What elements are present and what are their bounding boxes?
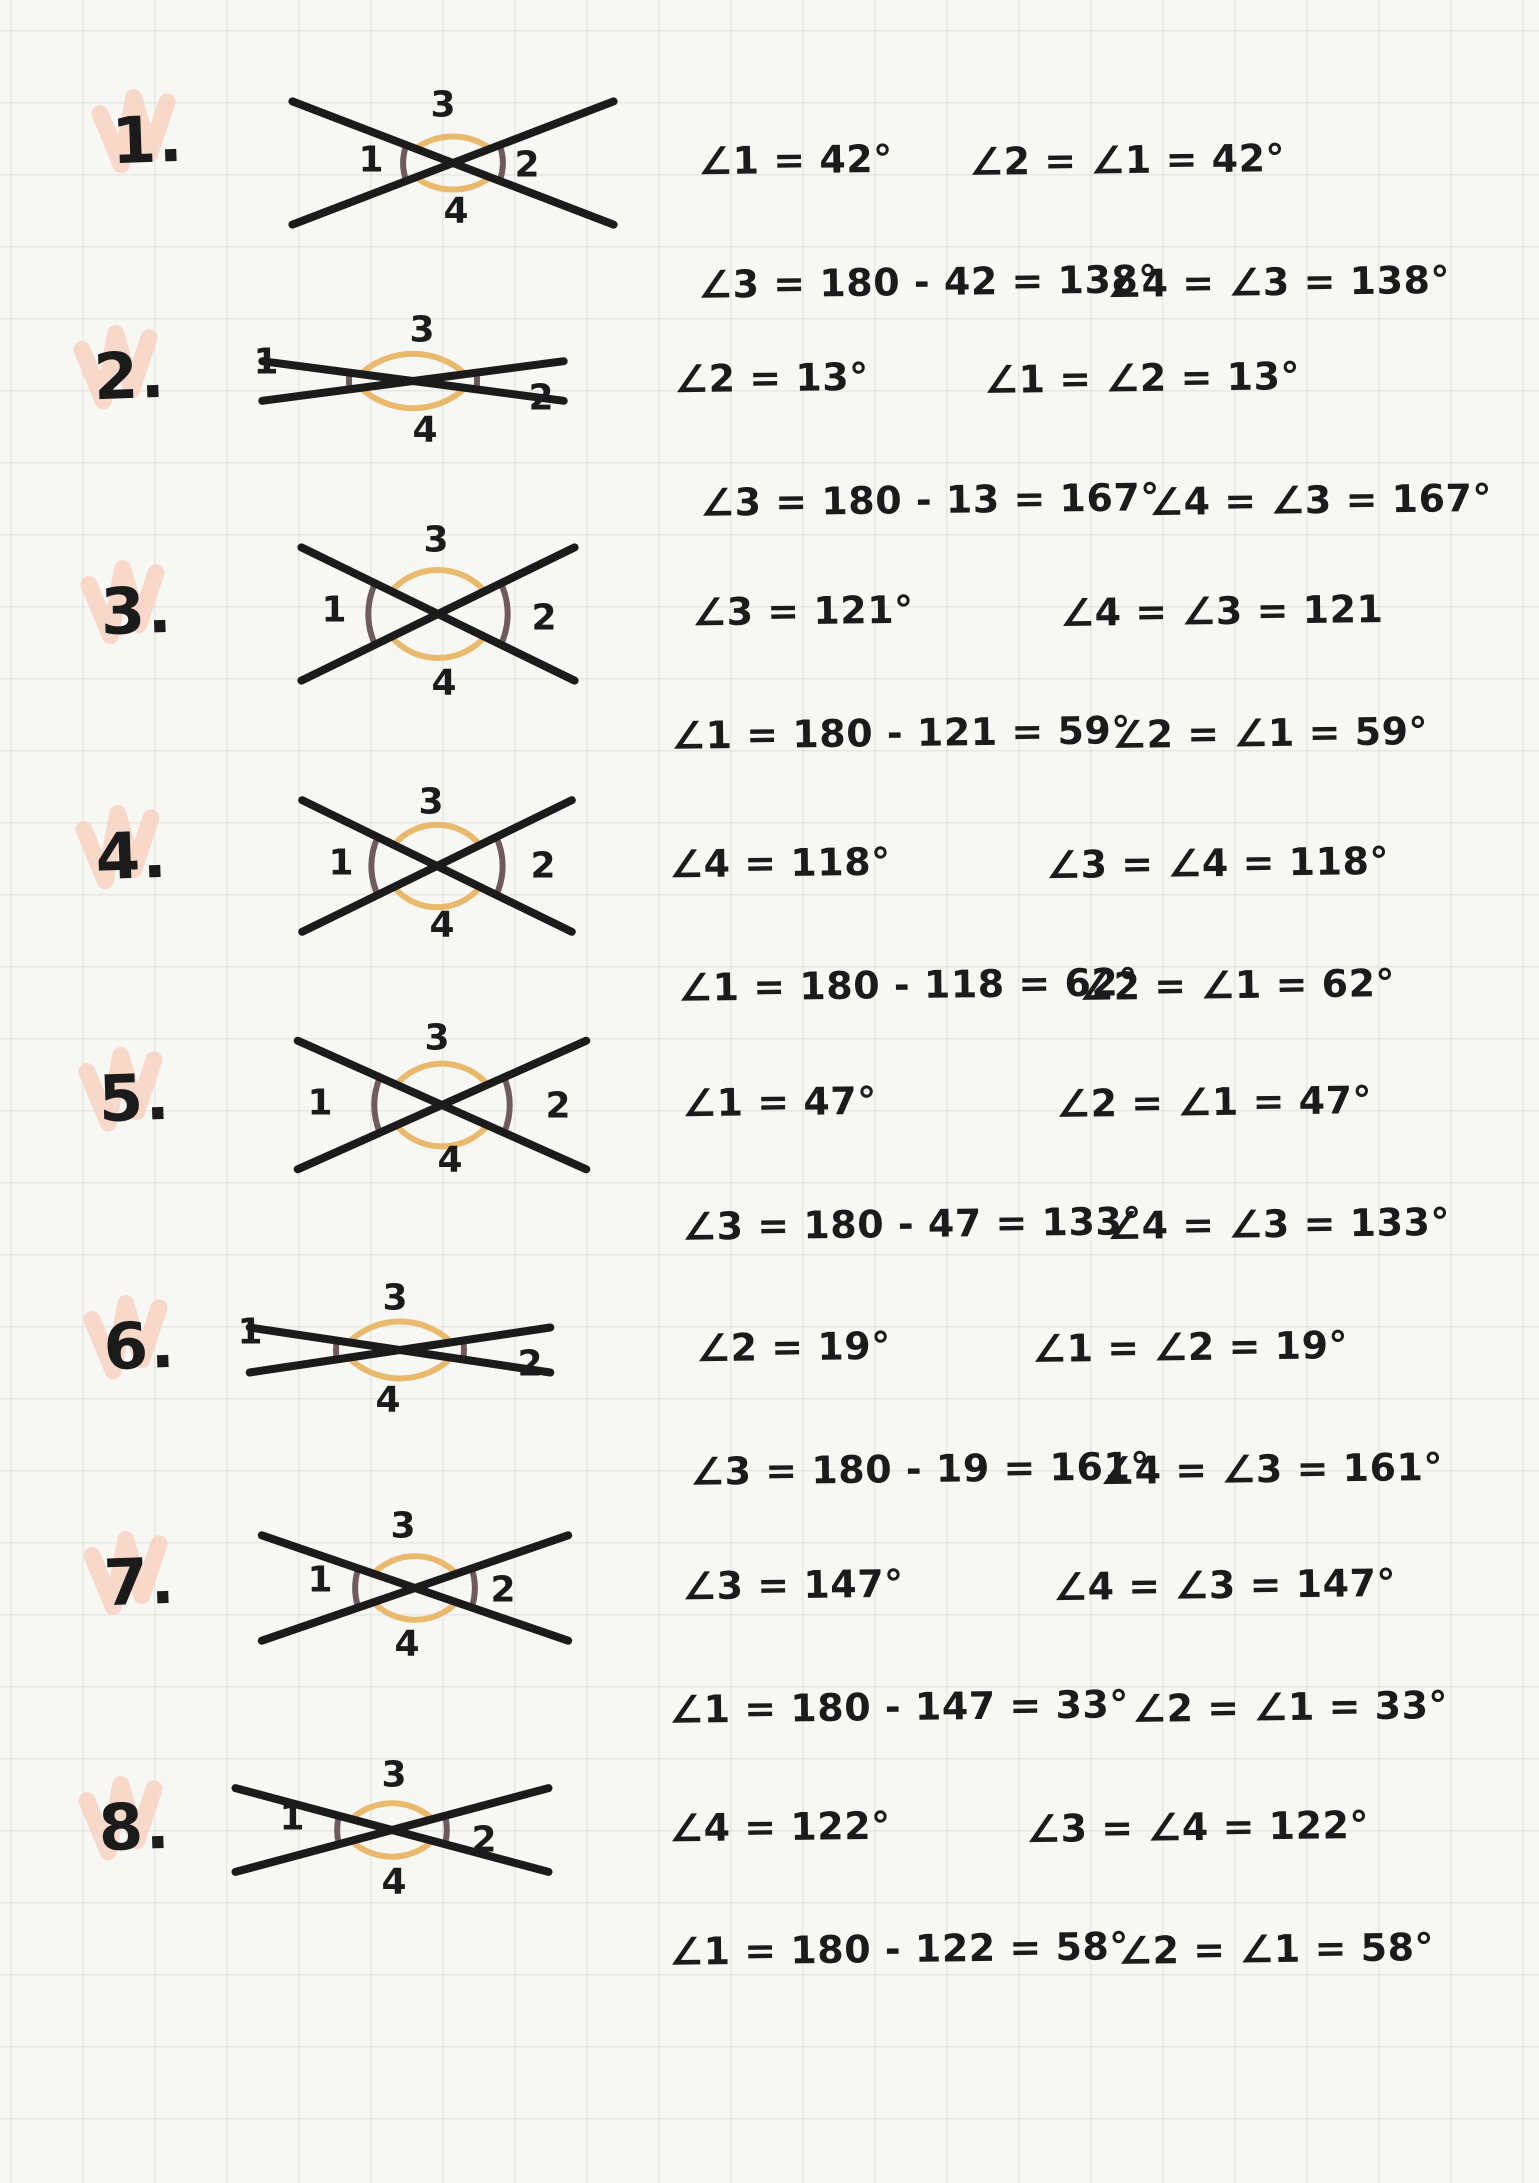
angle-label-top: 3 — [423, 519, 449, 561]
equation-given: ∠3 = 121° — [691, 587, 914, 635]
angle-arc-left — [355, 1569, 358, 1608]
angle-label-top: 3 — [430, 84, 456, 126]
problem-number: 1. — [110, 102, 186, 180]
angle-diagram — [152, 1715, 632, 1945]
angle-diagram — [213, 48, 693, 278]
problem-number: 3. — [99, 573, 175, 651]
equation-given: ∠4 = 118° — [668, 839, 891, 887]
equation-given: ∠2 = 19° — [695, 1323, 891, 1371]
angle-arc-top — [351, 1803, 432, 1819]
equation-vertical-pair-2: ∠4 = ∠3 = 161° — [1099, 1444, 1444, 1494]
angle-arc-left — [337, 1816, 339, 1844]
equation-supplementary: ∠3 = 180 - 19 = 161° — [689, 1444, 1151, 1494]
angle-label-right: 2 — [545, 1085, 571, 1127]
angle-label-top: 3 — [390, 1505, 416, 1547]
angle-label-left: 1 — [321, 589, 347, 631]
angle-label-left: 1 — [307, 1082, 333, 1124]
angle-label-bottom: 4 — [394, 1623, 420, 1665]
problem-number: 8. — [97, 1789, 173, 1867]
equation-vertical-pair: ∠3 = ∠4 = 122° — [1025, 1802, 1370, 1852]
angle-arc-left — [371, 837, 377, 895]
angle-arc-top — [373, 1556, 456, 1574]
equation-vertical-pair: ∠3 = ∠4 = 118° — [1045, 838, 1390, 888]
angle-label-right: 2 — [490, 1569, 516, 1611]
angle-diagram — [198, 499, 678, 729]
angle-diagram — [202, 990, 682, 1220]
equation-given: ∠2 = 13° — [673, 354, 869, 402]
angle-arc-right — [504, 1077, 510, 1132]
equation-vertical-pair-2: ∠4 = ∠3 = 138° — [1106, 257, 1451, 307]
angle-label-left: 1 — [307, 1559, 333, 1601]
angle-diagram — [160, 1235, 640, 1465]
angle-label-bottom: 4 — [443, 190, 469, 232]
angle-label-bottom: 4 — [429, 904, 455, 946]
equation-given: ∠3 = 147° — [681, 1561, 904, 1609]
equation-vertical-pair-2: ∠2 = ∠1 = 62° — [1078, 961, 1396, 1009]
equation-vertical-pair-2: ∠4 = ∠3 = 167° — [1148, 475, 1493, 525]
angle-arc-right — [472, 1569, 475, 1608]
angle-label-top: 3 — [418, 781, 444, 823]
angle-label-top: 3 — [381, 1754, 407, 1796]
angle-label-right: 2 — [528, 377, 554, 419]
angle-arc-left — [403, 145, 406, 181]
crossing-lines — [262, 361, 563, 401]
problem-number: 7. — [102, 1544, 178, 1622]
angle-arc-right — [501, 583, 508, 644]
angle-label-left: 1 — [237, 1311, 263, 1353]
angle-arc-bottom — [391, 637, 484, 658]
equation-vertical-pair: ∠4 = ∠3 = 121 — [1059, 587, 1384, 635]
equation-given: ∠4 = 122° — [668, 1803, 891, 1851]
angle-arc-top — [394, 825, 480, 845]
angle-label-top: 3 — [409, 309, 435, 351]
angle-label-left: 1 — [253, 341, 279, 383]
angle-label-right: 2 — [471, 1819, 497, 1861]
equation-supplementary: ∠3 = 180 - 13 = 167° — [699, 475, 1161, 525]
angle-label-bottom: 4 — [375, 1379, 401, 1421]
angle-arc-right — [445, 1816, 447, 1844]
angle-label-bottom: 4 — [412, 409, 438, 451]
angle-label-left: 1 — [358, 139, 384, 181]
angle-label-top: 3 — [424, 1017, 450, 1059]
equation-vertical-pair: ∠1 = ∠2 = 19° — [1031, 1323, 1349, 1371]
equation-vertical-pair-2: ∠2 = ∠1 = 33° — [1131, 1683, 1449, 1731]
angle-diagram — [173, 266, 653, 496]
angle-label-bottom: 4 — [437, 1139, 463, 1181]
equation-supplementary: ∠3 = 180 - 42 = 138° — [697, 257, 1159, 307]
angle-arc-bottom — [361, 388, 466, 408]
angle-label-bottom: 4 — [381, 1861, 407, 1903]
angle-arc-bottom — [416, 177, 491, 189]
angle-arc-top — [396, 1064, 487, 1085]
equation-vertical-pair: ∠1 = ∠2 = 13° — [983, 354, 1301, 402]
angle-arc-top — [361, 354, 466, 374]
angle-arc-left — [368, 583, 375, 644]
crossing-lines — [250, 1328, 551, 1373]
angle-diagram — [175, 1473, 655, 1703]
angle-diagram — [197, 751, 677, 981]
angle-label-right: 2 — [514, 144, 540, 186]
equation-supplementary: ∠1 = 180 - 147 = 33° — [668, 1682, 1130, 1732]
angle-arc-bottom — [349, 1358, 452, 1379]
equation-vertical-pair-2: ∠2 = ∠1 = 58° — [1117, 1925, 1435, 1973]
problem-number: 4. — [94, 818, 170, 896]
equation-supplementary: ∠1 = 180 - 121 = 59° — [670, 708, 1132, 758]
angle-arc-top — [349, 1322, 452, 1343]
equation-vertical-pair: ∠4 = ∠3 = 147° — [1052, 1560, 1397, 1610]
equation-supplementary: ∠1 = 180 - 122 = 58° — [668, 1924, 1130, 1974]
problem-number: 5. — [97, 1060, 173, 1138]
angle-arc-right — [496, 837, 502, 895]
problem-number: 2. — [92, 338, 168, 416]
angle-label-bottom: 4 — [431, 662, 457, 704]
equation-vertical-pair: ∠2 = ∠1 = 42° — [968, 136, 1286, 184]
equation-given: ∠1 = 42° — [697, 136, 893, 184]
angle-label-left: 1 — [328, 842, 354, 884]
angle-arc-left — [374, 1077, 380, 1132]
angle-label-right: 2 — [531, 597, 557, 639]
angle-label-left: 1 — [279, 1797, 305, 1839]
angle-arc-top — [416, 136, 491, 148]
angle-arc-right — [500, 145, 503, 181]
equation-vertical-pair-2: ∠4 = ∠3 = 133° — [1106, 1199, 1451, 1249]
angle-arc-bottom — [351, 1841, 432, 1857]
equation-given: ∠1 = 47° — [681, 1078, 877, 1126]
angle-label-right: 2 — [530, 845, 556, 887]
angle-label-right: 2 — [517, 1343, 543, 1385]
angle-label-top: 3 — [382, 1277, 408, 1319]
equation-supplementary: ∠1 = 180 - 118 = 62° — [677, 960, 1139, 1010]
equation-vertical-pair-2: ∠2 = ∠1 = 59° — [1111, 709, 1429, 757]
equation-vertical-pair: ∠2 = ∠1 = 47° — [1055, 1078, 1373, 1126]
angle-arc-top — [391, 570, 484, 591]
angle-arc-bottom — [373, 1602, 456, 1620]
equation-supplementary: ∠3 = 180 - 47 = 133° — [681, 1199, 1143, 1249]
problem-number: 6. — [102, 1308, 178, 1386]
